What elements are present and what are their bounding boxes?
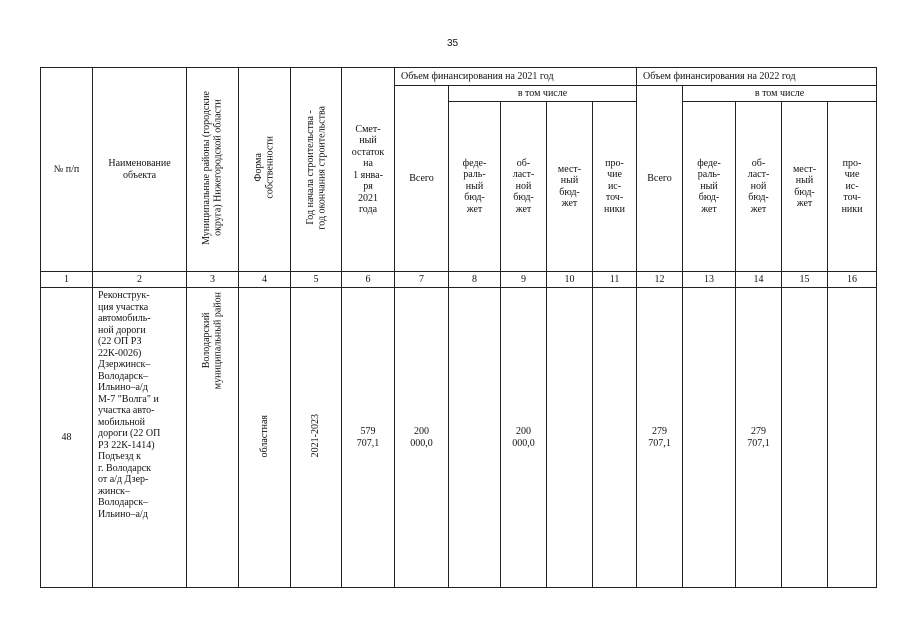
row-district-text: Володарский муниципальный район [201, 292, 224, 390]
row-federal-2021 [449, 288, 501, 588]
header-total-2022: Всего [637, 86, 683, 272]
table-row [41, 288, 877, 588]
header-regional-2021: об- ласт- ной бюд- жет [501, 102, 547, 272]
header-name: Наименование объекта [93, 68, 187, 272]
header-group-2022: Объем финансирования на 2022 год [637, 68, 877, 86]
header-local-2022: мест- ный бюд- жет [782, 102, 828, 272]
header-district-text: Муниципальные районы (городские округа) Нижегородской области [201, 90, 224, 245]
header-other-2021: про- чие ис- точ- ники [593, 102, 637, 272]
column-number: 1 [41, 272, 93, 288]
row-federal-2022 [683, 288, 736, 588]
financing-table [40, 67, 877, 588]
row-other-2021 [593, 288, 637, 588]
header-regional-2022: об- ласт- ной бюд- жет [736, 102, 782, 272]
row-estimate-balance: 579 707,1 [342, 288, 395, 588]
header-estimate: Смет- ный остаток на 1 янва- ря 2021 года [342, 68, 395, 272]
header-total-2021: Всего [395, 86, 449, 272]
column-number: 13 [683, 272, 736, 288]
row-other-2022 [828, 288, 877, 588]
row-num: 48 [41, 288, 93, 588]
row-object-name: Реконструк- ция участка автомобиль- ной дороги (22 ОП РЗ 22К-0026) Дзержинск– Володарск– Ильино–а/д М-7 "Волга" и участка авто- мобильной дороги (22 ОП РЗ 22К-1414) Подъезд к г. Володарск от а/д Дзер- жинск– Володарск– Ильино–а/д [93, 288, 187, 588]
header-including-2022: в том числе [683, 86, 877, 102]
header-federal-2021: феде- раль- ный бюд- жет [449, 102, 501, 272]
column-number: 12 [637, 272, 683, 288]
column-number: 16 [828, 272, 877, 288]
column-number: 2 [93, 272, 187, 288]
page-number: 35 [446, 38, 459, 49]
column-number: 4 [239, 272, 291, 288]
header-federal-2022: феде- раль- ный бюд- жет [683, 102, 736, 272]
header-ownership [239, 68, 291, 272]
row-local-2021 [547, 288, 593, 588]
header-years [291, 68, 342, 272]
header-other-2022: про- чие ис- точ- ники [828, 102, 877, 272]
header-ownership-text: Форма собственности [253, 136, 276, 200]
row-ownership [239, 288, 291, 588]
row-regional-2022: 279 707,1 [736, 288, 782, 588]
header-local-2021: мест- ный бюд- жет [547, 102, 593, 272]
column-number: 3 [187, 272, 239, 288]
row-years [291, 288, 342, 588]
header-years-text: Год начала строительства - год окончания строительства [304, 105, 327, 230]
row-total-2021: 200 000,0 [395, 288, 449, 588]
header-num: № п/п [41, 68, 93, 272]
column-number: 7 [395, 272, 449, 288]
row-district [187, 288, 239, 588]
row-local-2022 [782, 288, 828, 588]
header-district [187, 68, 239, 272]
row-regional-2021: 200 000,0 [501, 288, 547, 588]
column-number: 6 [342, 272, 395, 288]
column-number: 9 [501, 272, 547, 288]
row-total-2022: 279 707,1 [637, 288, 683, 588]
column-number: 5 [291, 272, 342, 288]
column-number: 8 [449, 272, 501, 288]
column-number: 14 [736, 272, 782, 288]
header-including-2021: в том числе [449, 86, 637, 102]
column-number: 11 [593, 272, 637, 288]
row-years-text: 2021-2023 [310, 414, 322, 458]
column-number: 10 [547, 272, 593, 288]
header-group-2021: Объем финансирования на 2021 год [395, 68, 637, 86]
column-number: 15 [782, 272, 828, 288]
row-ownership-text: областная [258, 414, 270, 457]
